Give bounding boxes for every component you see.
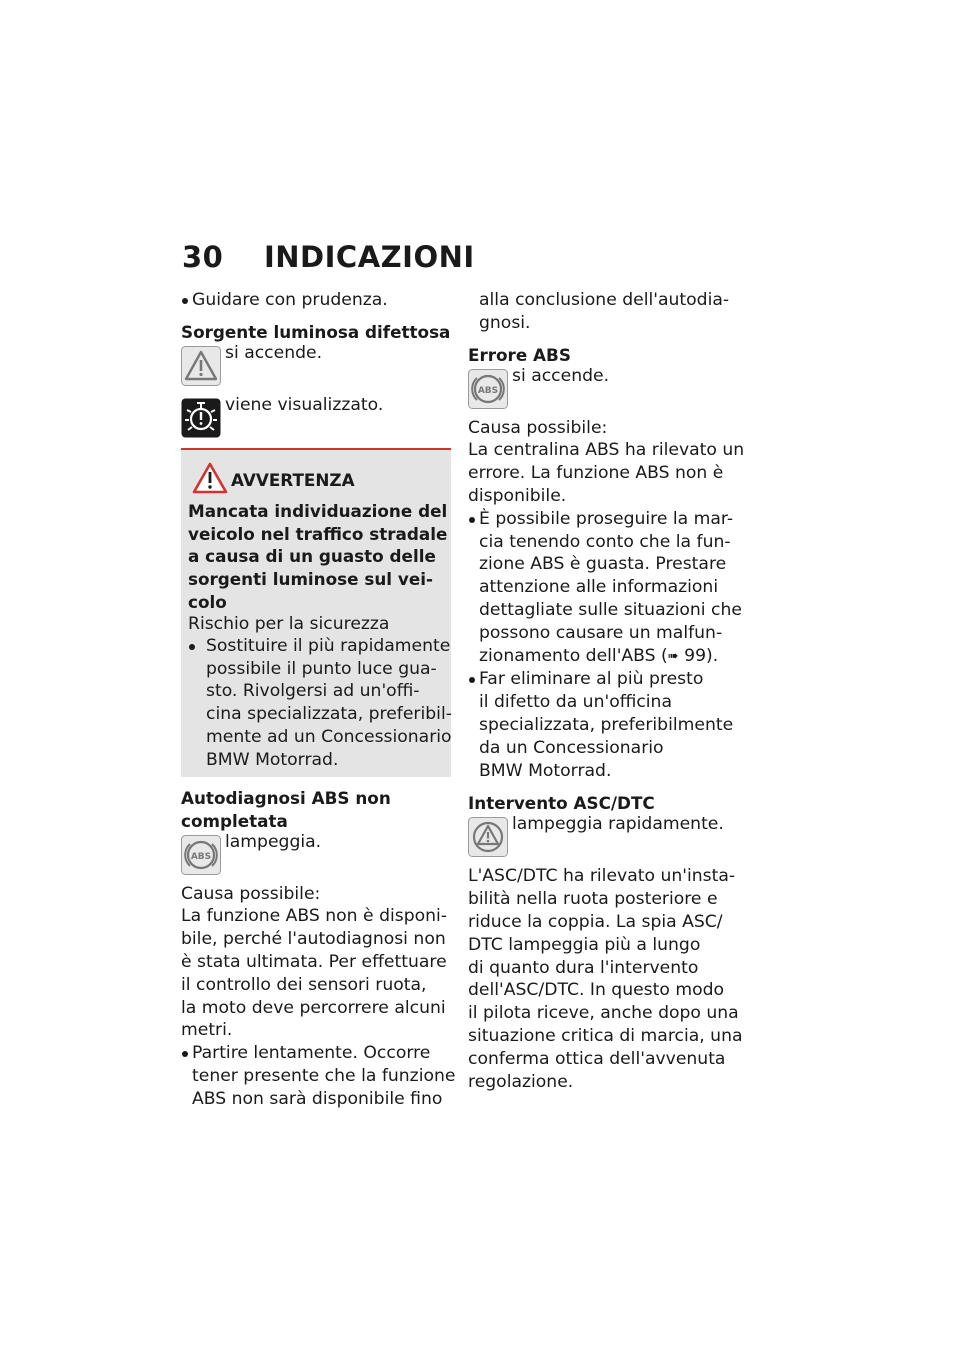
abs-diag-body-line: metri. [181,1020,233,1041]
abs-diag-body-line: il controllo dei sensori ruota, [181,974,427,995]
abs-icon [468,369,508,409]
warning-bullet-line: possibile il punto luce gua- [206,658,437,679]
abs-diag-body-line: Causa possibile: [181,883,321,904]
page-reference-link[interactable]: 99). [684,645,719,666]
abs-error-indicator [468,365,740,409]
asc-body-line: bilità nella ruota posteriore e [468,889,718,910]
warning-bullet-line: sto. Rivolgersi ad un'offi- [206,681,420,702]
abs-error-bullet2-line: Far eliminare al più presto [468,668,740,691]
warning-title-line: veicolo nel traffico stradale [188,523,448,544]
page-header [182,240,782,280]
abs-error-bullet1-last-text: zionamento dell'ABS ( [479,645,668,666]
asc-body-line: il pilota riceve, anche dopo una [468,1003,739,1024]
abs-error-bullet2-line: specializzata, preferibilmente [479,714,734,735]
svg-text:ABS: ABS [477,385,499,396]
asc-body-line: L'ASC/DTC ha rilevato un'insta- [468,866,736,887]
abs-diag-bullet-line: tener presente che la funzione [192,1065,456,1086]
asc-body-line: DTC lampeggia più a lungo [468,934,701,955]
abs-diag-body-line: è stata ultimata. Per effettuare [181,951,447,972]
abs-diag-cont-line: alla conclusione dell'autodia- [479,290,730,310]
asc-body-line: di quanto dura l'intervento [468,957,699,978]
warning-bullet-line: cina specializzata, preferibil- [206,704,452,725]
svg-text:ABS: ABS [190,851,212,862]
abs-error-bullet2-line: il difetto da un'officina [479,692,672,713]
page-number: 30 [182,240,224,274]
abs-diag-body-line: La funzione ABS non è disponi- [181,906,448,927]
warning-box [181,448,451,777]
warning-title-line: colo [188,591,227,612]
left-column [181,289,456,1111]
heading-abs-error: Errore ABS [468,344,571,365]
abs-diagnosis-icon-text: lampeggia. [225,831,322,852]
heading-abs-diagnosis: completata [181,810,288,831]
warning-bullet-line: Sostituire il più rapidamente [188,635,444,658]
asc-body-line: conferma ottica dell'avvenuta [468,1048,726,1069]
abs-diag-body-line: la moto deve percorrere alcuni [181,997,446,1018]
abs-error-bullet2-line: da un Concessionario [479,737,664,758]
abs-diag-bullet-line: Partire lentamente. Occorre [181,1042,451,1065]
asc-dtc-icon-text: lampeggia rapidamente. [512,814,724,835]
abs-error-bullet2-line: BMW Motorrad. [479,760,612,781]
lamp-fault-icon1-text: si accende. [225,342,323,363]
abs-diag-bullet-line: ABS non sarà disponibile fino [192,1088,443,1109]
asc-body-line: dell'ASC/DTC. In questo modo [468,980,725,1001]
abs-error-bullet1-line: zione ABS è guasta. Prestare [479,554,727,575]
abs-error-bullet1-line: dettagliate sulle situazioni che [479,599,742,620]
abs-error-body-line: disponibile. [468,485,567,506]
lamp-fault-indicator-2 [181,394,451,438]
asc-dtc-indicator [468,814,740,857]
abs-error-bullet1-last-line [468,645,740,669]
lamp-fault-indicator-1 [181,342,451,386]
asc-body-line: regolazione. [468,1071,574,1092]
heading-abs-diagnosis: Autodiagnosi ABS non [181,787,391,808]
lamp-fault-icon2-text: viene visualizzato. [225,394,384,415]
abs-diagnosis-indicator [181,831,451,875]
abs-icon [181,835,221,875]
warning-title-line: a causa di un guasto delle [188,546,436,567]
heading-asc-dtc: Intervento ASC/DTC [468,793,655,814]
warning-risk: Rischio per la sicurezza [188,613,390,634]
page-reference-arrow-icon: ➠ [667,648,679,664]
warning-title-line: Mancata individuazione del [188,500,448,521]
warning-bullet-line: mente ad un Concessionario [206,726,452,747]
bulb-fault-icon [181,398,221,438]
abs-diag-body-line: bile, perché l'autodiagnosi non [181,929,446,950]
asc-dtc-icon [468,817,508,857]
abs-error-body-line: La centralina ABS ha rilevato un [468,440,745,461]
warning-triangle-icon [192,462,228,494]
warning-label: AVVERTENZA [231,469,355,490]
right-column [468,289,745,1093]
chapter-title: INDICAZIONI [264,240,475,274]
abs-error-bullet1-line: È possibile proseguire la mar- [468,508,740,531]
asc-body-line: situazione critica di marcia, una [468,1025,743,1046]
warning-bullet-line: BMW Motorrad. [206,749,339,770]
abs-error-bullet1-line: possono causare un malfun- [479,622,723,643]
abs-error-body-line: errore. La funzione ABS non è [468,463,724,484]
bullet-drive-carefully: Guidare con prudenza. [181,289,451,312]
warning-header [188,460,444,500]
general-warning-triangle-icon [181,346,221,386]
abs-error-icon-text: si accende. [512,365,610,386]
abs-error-body-line: Causa possibile: [468,417,608,438]
abs-diag-cont-line: gnosi. [479,312,531,333]
warning-title-line: sorgenti luminose sul vei- [188,569,433,590]
asc-body-line: riduce la coppia. La spia ASC/ [468,911,723,932]
abs-error-bullet1-line: attenzione alle informazioni [479,577,719,598]
heading-lamp-fault: Sorgente luminosa difettosa [181,321,451,342]
abs-error-bullet1-line: cia tenendo conto che la fun- [479,531,731,552]
